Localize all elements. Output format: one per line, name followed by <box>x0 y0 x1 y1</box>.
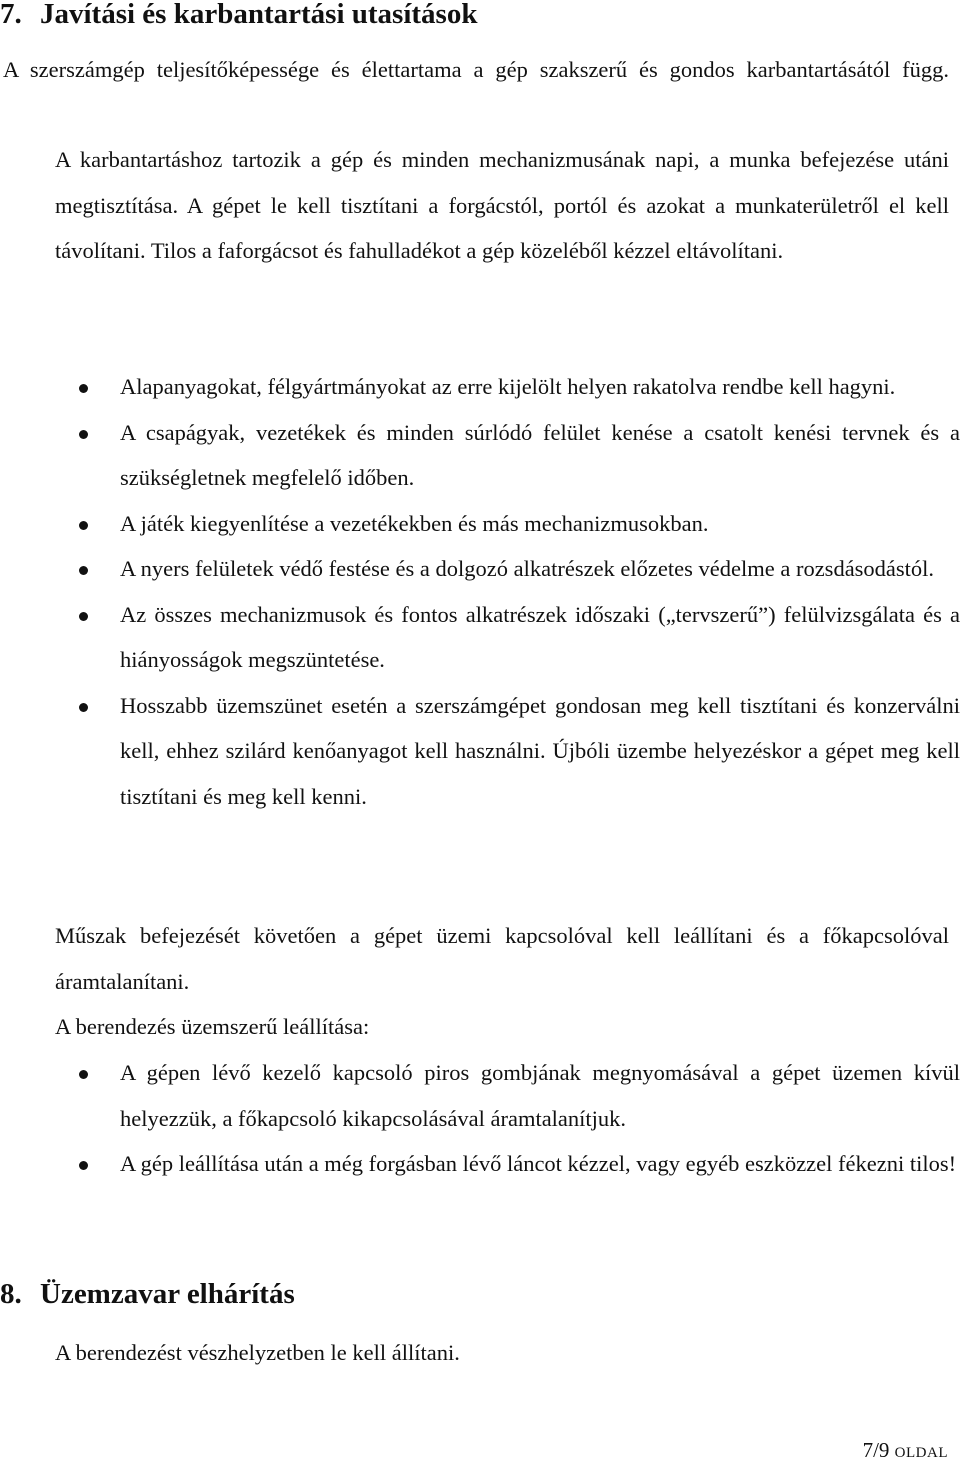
list-item: A csapágyak, vezetékek és minden súrlódó felület kenése a csatolt kenési tervnek és a szükségletnek megfelelő időben. <box>0 410 960 501</box>
shift-end-paragraph <box>55 913 949 1004</box>
list-item: A nyers felületek védő festése és a dolgozó alkatrészek előzetes védelme a rozsdásodástól. <box>0 546 960 592</box>
section-7-number: 7. <box>0 0 22 30</box>
list-item: Hosszabb üzemszünet esetén a szerszámgépet gondosan meg kell tisztítani és konzerválni kell, ehhez szilárd kenőanyagot kell használni. Újbóli üzembe helyezéskor a gépet meg kell tisztítani és meg kell kenni. <box>0 683 960 820</box>
section-7-title: Javítási és karbantartási utasítások <box>40 0 478 30</box>
shutdown-heading: A berendezés üzemszerű leállítása: <box>55 1014 370 1039</box>
bullet-icon <box>79 1161 88 1170</box>
maintenance-paragraph <box>55 137 949 274</box>
shutdown-bullet-list <box>0 1050 960 1187</box>
section-8-title: Üzemzavar elhárítás <box>40 1278 295 1310</box>
bullet-icon <box>79 612 88 621</box>
section-8-number: 8. <box>0 1278 22 1310</box>
list-item: Alapanyagokat, félgyártmányokat az erre kijelölt helyen rakatolva rendbe kell hagyni. <box>0 364 960 410</box>
list-item: Az összes mechanizmusok és fontos alkatrészek időszaki („tervszerű”) felülvizsgálata és a hiányosságok megszüntetése. <box>0 592 960 683</box>
page-footer <box>863 1438 948 1463</box>
bullet-icon <box>79 430 88 439</box>
section-7-heading <box>0 0 477 31</box>
intro-paragraph <box>3 47 949 93</box>
intro-text: A szerszámgép teljesítőképessége és élettartama a gép szakszerű és gondos karbantartásától függ. <box>3 57 949 82</box>
section-8-heading <box>0 1278 295 1311</box>
bullet-icon <box>79 703 88 712</box>
bullet-icon <box>79 521 88 530</box>
bullet-icon <box>79 566 88 575</box>
list-item: A gép leállítása után a még forgásban lévő láncot kézzel, vagy egyéb eszközzel fékezni tilos! <box>0 1141 960 1187</box>
page-number: 7/9 <box>862 1438 890 1462</box>
page-label: OLDAL <box>894 1445 948 1461</box>
shift-end-text: Műszak befejezését követően a gépet üzemi kapcsolóval kell leállítani és a főkapcsolóval áramtalanítani. <box>55 923 949 994</box>
section-8-paragraph: A berendezést vészhelyzetben le kell állítani. <box>55 1340 460 1365</box>
list-item: A játék kiegyenlítése a vezetékekben és más mechanizmusokban. <box>0 501 960 547</box>
maintenance-bullet-list <box>0 364 960 819</box>
bullet-icon <box>79 384 88 393</box>
bullet-icon <box>79 1070 88 1079</box>
list-item: A gépen lévő kezelő kapcsoló piros gombjának megnyomásával a gépet üzemen kívül helyezzük, a főkapcsoló kikapcsolásával áramtalanítjuk. <box>0 1050 960 1141</box>
maintenance-text: A karbantartáshoz tartozik a gép és minden mechanizmusának napi, a munka befejezése utáni megtisztítása. A gépet le kell tisztítani a forgácstól, portól és azokat a munkaterületről el kell távolítani. Tilos a faforgácsot és fahulladékot a gép közeléből kézzel eltávolítani. <box>55 147 949 263</box>
